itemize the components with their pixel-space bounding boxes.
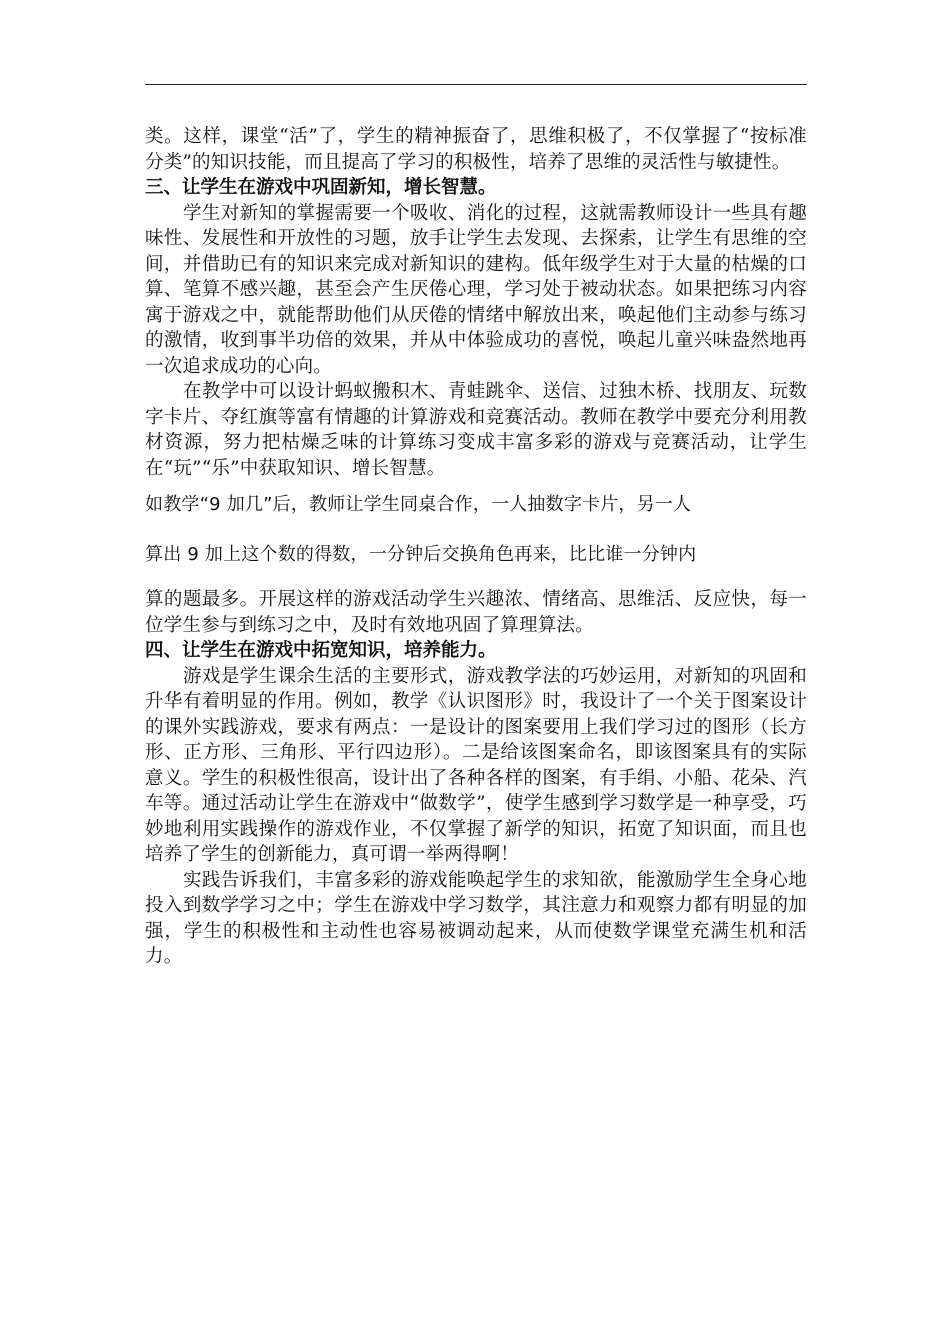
paragraph-new-knowledge: 学生对新知的掌握需要一个吸收、消化的过程，这就需教师设计一些具有趣味性、发展性和开放性的习题，放手让学生去发现、去探索，让学生有思维的空间，并借助已有的知识来完成对新知识的建构。低年级学生对于大量的枯燥的口算、笔算不感兴趣，甚至会产生厌倦心理，学习处于被动状态。如果把练习内容寓于游戏之中，就能帮助他们从厌倦的情绪中解放出来，唤起他们主动参与练习的激情，收到事半功倍的效果，并从中体验成功的喜悦，唤起儿童兴味盎然地再一次追求成功的心向。: [145, 202, 807, 377]
section-heading-4: 四、让学生在游戏中拓宽知识，培养能力。: [145, 640, 497, 661]
paragraph-example-line-2: 算出 9 加上这个数的得数，一分钟后交换角色再来，比比谁一分钟内: [145, 544, 697, 565]
paragraph-example-line-1: 如教学“9 加几”后，教师让学生同桌合作，一人抽数字卡片，另一人: [145, 494, 692, 515]
paragraph-example-line-3: 算的题最多。开展这样的游戏活动学生兴趣浓、情绪高、思维活、反应快，每一位学生参与到练习之中，及时有效地巩固了算理算法。: [145, 589, 807, 636]
paragraph-calculation-games: 在教学中可以设计蚂蚁搬积木、青蛙跳伞、送信、过独木桥、找朋友、玩数字卡片、夺红旗等富有情趣的计算游戏和竞赛活动。教师在教学中要充分利用教材资源，努力把枯燥乏味的计算练习变成丰富多彩的游戏与竞赛活动，让学生在“玩”“乐”中获取知识、增长智慧。: [145, 381, 807, 479]
paragraph-continuation: 类。这样，课堂“活”了，学生的精神振奋了，思维积极了，不仅掌握了“按标准分类”的知识技能，而且提高了学习的积极性，培养了思维的灵活性与敏捷性。: [145, 126, 807, 173]
header-rule: [145, 84, 807, 85]
paragraph-broaden-knowledge: 游戏是学生课余生活的主要形式，游戏教学法的巧妙运用，对新知的巩固和升华有着明显的作用。例如，教学《认识图形》时，我设计了一个关于图案设计的课外实践游戏，要求有两点：一是设计的图案要用上我们学习过的图形（长方形、正方形、三角形、平行四边形）。二是给该图案命名，即该图案具有的实际意义。学生的积极性很高，设计出了各种各样的图案，有手绢、小船、花朵、汽车等。通过活动让学生在游戏中“做数学”，使学生感到学习数学是一种享受，巧妙地利用实践操作的游戏作业，不仅掌握了新学的知识，拓宽了知识面，而且也培养了学生的创新能力，真可谓一举两得啊！: [145, 665, 807, 865]
document-body: [145, 124, 807, 970]
paragraph-conclusion: 实践告诉我们，丰富多彩的游戏能唤起学生的求知欲，能激励学生全身心地投入到数学学习之中；学生在游戏中学习数学，其注意力和观察力都有明显的加强，学生的积极性和主动性也容易被调动起来，从而使数学课堂充满生机和活力。: [145, 869, 807, 967]
section-heading-3: 三、让学生在游戏中巩固新知，增长智慧。: [145, 177, 497, 198]
